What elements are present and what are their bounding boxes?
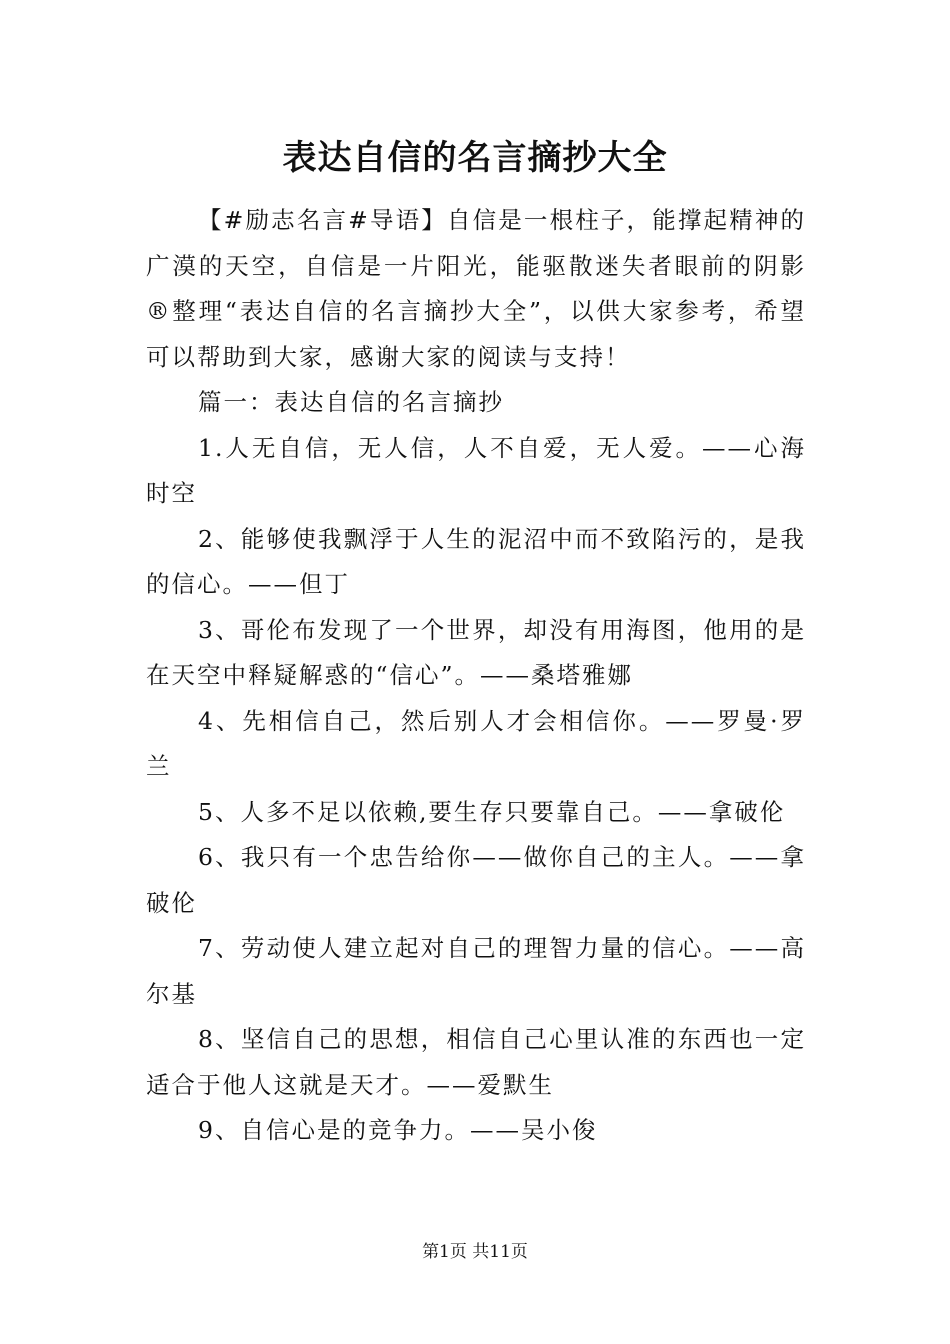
document-body <box>146 198 806 1154</box>
quote-item: 9、自信心是的竞争力。——吴小俊 <box>198 1116 598 1144</box>
quote-item: 5、人多不足以依赖,要生存只要靠自己。——拿破伦 <box>198 797 786 826</box>
quote-item: 1.人无自信，无人信，人不自爱，无人爱。——心海时空 <box>146 433 806 507</box>
quote-item: 4、先相信自己，然后别人才会相信你。——罗曼·罗兰 <box>146 706 806 780</box>
page-footer: 第1页 共11页 <box>422 1242 528 1262</box>
quote-item: 8、坚信自己的思想，相信自己心里认准的东西也一定适合于他人这就是天才。——爱默生 <box>146 1025 806 1099</box>
quote-item: 7、劳动使人建立起对自己的理智力量的信心。——高尔基 <box>146 934 806 1008</box>
intro-paragraph: 【#励志名言#导语】自信是一根柱子，能撑起精神的广漠的天空，自信是一片阳光，能驱散迷失者眼前的阴影®整理“表达自信的名言摘抄大全”，以供大家参考，希望可以帮助到大家，感谢大家的阅读与支持！ <box>146 206 806 371</box>
document-title: 表达自信的名言摘抄大全 <box>282 138 668 178</box>
quote-item: 3、哥伦布发现了一个世界，却没有用海图，他用的是在天空中释疑解惑的“信心”。——桑塔雅娜 <box>146 615 806 689</box>
quote-item: 2、能够使我飘浮于人生的泥沼中而不致陷污的，是我的信心。——但丁 <box>146 524 806 598</box>
section-heading: 篇一：表达自信的名言摘抄 <box>198 388 504 416</box>
quote-item: 6、我只有一个忠告给你——做你自己的主人。——拿破伦 <box>146 843 806 917</box>
